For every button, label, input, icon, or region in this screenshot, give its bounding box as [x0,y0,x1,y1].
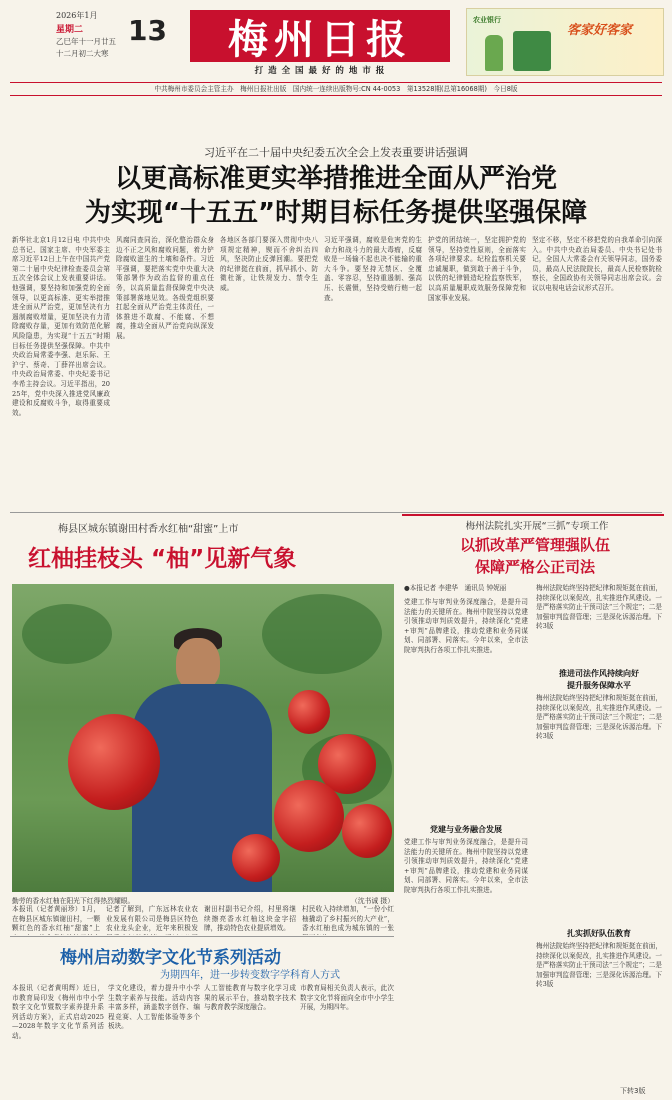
lead-story-headline [10,162,662,230]
masthead-slogan: 打 造 全 国 最 好 的 地 市 报 [254,66,386,76]
story4-column-2: 学文化建设，着力提升中小学生数字素养与技能。活动内容丰富多样，涵盖数字创作、编程竞赛、人工智能体验等多个板块。 [108,984,200,1031]
red-pomelo-farmer-photo [12,584,394,892]
lead-headline-line2: 为实现“十五五”时期目标任务提供坚强保障 [84,198,588,228]
lead-story-column-6: 坚定不移，坚定不移把党的自我革命引向深入。中共中央政治局委员、中央书记处书记，全国人大常委会有关领导同志，国务委员，最高人民法院院长，最高人民检察院检察长，全国政协有关领导同志出席会议。会议以电视电话会议形式召开。 [532,236,662,292]
story3-byline: ●本报记者 李建华 通讯员 钟妮丽 [404,584,507,592]
story4-column-1: 本报讯（记者黄明辉）近日，市教育局印发《梅州市中小学数字文化节暨数字素养提升系列活动方案》，正式启动2025—2028年数字文化节系列活动。 [12,984,104,1040]
ad-product-bottle-icon [485,35,503,71]
story3-column-1b: 党建工作与审判业务深度融合，是提升司法能力的关键所在。梅州中院坚持以党建引领推动审判质效提升，持续深化“党建+审判”品牌建设，推动党建和业务同谋划、同部署、同落实。今年以来，全市法院审判执行各项工作扎实推进。 [404,838,528,894]
lead-headline-line1: 以更高标准更实举措推进全面从严治党 [114,164,557,194]
date-box [56,8,168,66]
story3-subhead-2: 党建与业务融合发展 [430,825,502,834]
newspaper-title: 梅州日报 [228,15,412,63]
section-divider [10,512,662,513]
date-lunar: 乙巳年十一月廿五 [56,37,116,46]
story3-top-rule [402,514,664,516]
story3-headline-line1: 以抓改革严管理强队伍 [459,536,610,554]
date-solar-term: 十二月初二大寒 [56,49,109,58]
lead-story-kicker: 习近平在二十届中央纪委五次全会上发表重要讲话强调 [204,146,468,159]
story4-headline: 梅州启动数字文化节系列活动 [60,948,281,968]
advertisement-banner [466,8,664,76]
story3-subhead-3: 扎实抓好队伍教育 [567,929,631,938]
story3-subhead-4: 提升服务保障水平 [567,681,631,690]
story3-headline-line2: 保障严格公正司法 [474,558,595,576]
date-weekday: 星期二 [56,25,84,35]
story4-column-3: 人工智能教育与数字化学习成果的展示平台，推动数字技术与教育教学深度融合。 [204,984,296,1012]
ad-bank-logo: 农业银行 [473,16,501,24]
story3-subhead-1: 推进司法作风持续向好 [559,669,639,678]
photo-caption [12,895,394,905]
story2-headline: 红柚挂枝头 “柚”见新气象 [28,546,297,572]
story3-headline [404,534,666,578]
ad-product-box-icon [513,31,551,71]
continued-page-link[interactable]: 下转3版 [620,1087,646,1095]
story2-column-2: 记者了解到，广东远林农业农业发展有限公司是梅县区特色农业龙头企业，近年来积极发 [106,905,198,933]
story4-divider [10,936,394,937]
story4-subhead: 为期四年，进一步转变数字学科育人方式 [160,970,340,981]
story2-column-3: 谢田村副书记介绍，村里将继续擦亮香水红柚这块金字招牌，推动特色农业提质增效。 [204,905,296,933]
newspaper-masthead [190,10,450,62]
story2-column-4: 村民收入持续增加，“一份小红柚撬动了乡村振兴的大产业”，香水红柚也成为城东镇的一张 [302,905,394,933]
lead-story-column-3: 各地区各部门要深入贯彻中央八项规定精神，锲而不舍纠治四风，坚决防止反弹回潮。要把党的纪律挺在前面，抓早抓小、防微杜渐，让铁规发力、禁令生威。 [220,236,318,292]
story3-column-2b: 梅州法院始终坚持把纪律和规矩挺在前面，持续深化以案促改，扎实推进作风建设。一是严格落实防止干预司法“三个规定”；二是加强审判监督管理；三是深化诉源治理。下转3版 [536,694,662,741]
photo-credit: （沈书诚 摄） [351,897,394,905]
ad-slogan: 客家好客家 [567,23,633,38]
lead-story-column-2: 风腐同查同治，深化整治群众身边不正之风和腐败问题，着力铲除腐败滋生的土壤和条件。习近平强调，要把落实党中央重大决策部署作为政治监督的重点任务，以高质量监督保障党中央决策部署落地见效。各级党组织要扛起全面从严治党主体责任，一体推进不敢腐、不能腐、不想腐，推动全面从严治党向纵深发展。 [116,236,214,340]
lead-story-column-5: 护党的团结统一，坚定拥护党的领导，坚持党性原则，全面落实各项纪律要求。纪检监察机关要忠诚履职，做到敢于善于斗争，以铁的纪律锻造纪检监察铁军，以高质量履职成效服务保障党和国家事业发展。 [428,236,526,302]
date-day-number: 13 [128,14,167,47]
lead-story-column-1: 新华社北京1月12日电 中共中央总书记、国家主席、中央军委主席习近平12日上午在中国共产党第二十届中央纪律检查委员会第五次全体会议上发表重要讲话。他强调，要坚持和加强党的全面领导，以更高标准、更实举措推进全面从严治党，更加坚决有力遏制腐败增量，更加坚决有力清除腐败存量，更加有效防范化解风险隐患，为实现“十五五”时期目标任务提供坚强保障。中共中央政治局常委李强、赵乐际、王沪宁、蔡奇、丁薛祥出席会议。中央政治局常委、中央纪委书记李希主持会议。习近平指出，2025年，党中央深入推进党风廉政建设和反腐败斗争，取得重要成效。 [12,236,110,417]
date-year-month: 2026年1月 [56,11,98,20]
story2-column-1: 本报讯（记者黄丽珍）1月，在梅县区城东镇谢田村，一颗颗红色的香水红柚“甜蜜”上 [12,905,100,933]
spacer [12,560,14,561]
story3-column-1: 党建工作与审判业务深度融合，是提升司法能力的关键所在。梅州中院坚持以党建引领推动审判质效提升，持续深化“党建+审判”品牌建设，推动党建和业务同谋划、同部署、同落实。今年以来，全市法院审判执行各项工作扎实推进。 [404,598,528,654]
story3-column-2c: 梅州法院始终坚持把纪律和规矩挺在前面，持续深化以案促改，扎实推进作风建设。一是严格落实防止干预司法“三个规定”；二是加强审判监督管理；三是深化诉源治理。下转3版 [536,942,662,989]
publication-info-line: 中共梅州市委员会主管主办 梅州日报社出版 国内统一连续出版物号:CN 44-0053 第13528期(总第16068期) 今日8版 [10,82,662,96]
story4-column-4: 市教育局相关负责人表示，此次数字文化节将面向全市中小学生开展，为期四年。 [300,984,394,1012]
story2-kicker: 梅县区城东镇谢田村香水红柚“甜蜜”上市 [58,524,239,535]
story3-kicker: 梅州法院扎实开展“三抓”专项工作 [465,521,609,532]
photo-caption-text: 勤劳的香水红柚在阳光下红得热烈耀眼。 [12,897,135,905]
lead-story-column-4: 习近平强调，腐败是危害党的生命力和战斗力的最大毒瘤，反腐败是一场输不起也决不能输的重大斗争。要坚持无禁区、全覆盖、零容忍，坚持重遏制、强高压、长震慑，坚持受贿行贿一起查。 [324,236,422,302]
story3-column-2: 梅州法院始终坚持把纪律和规矩挺在前面，持续深化以案促改，扎实推进作风建设。一是严格落实防止干预司法“三个规定”；二是加强审判监督管理；三是深化诉源治理。下转3版 [536,584,662,631]
